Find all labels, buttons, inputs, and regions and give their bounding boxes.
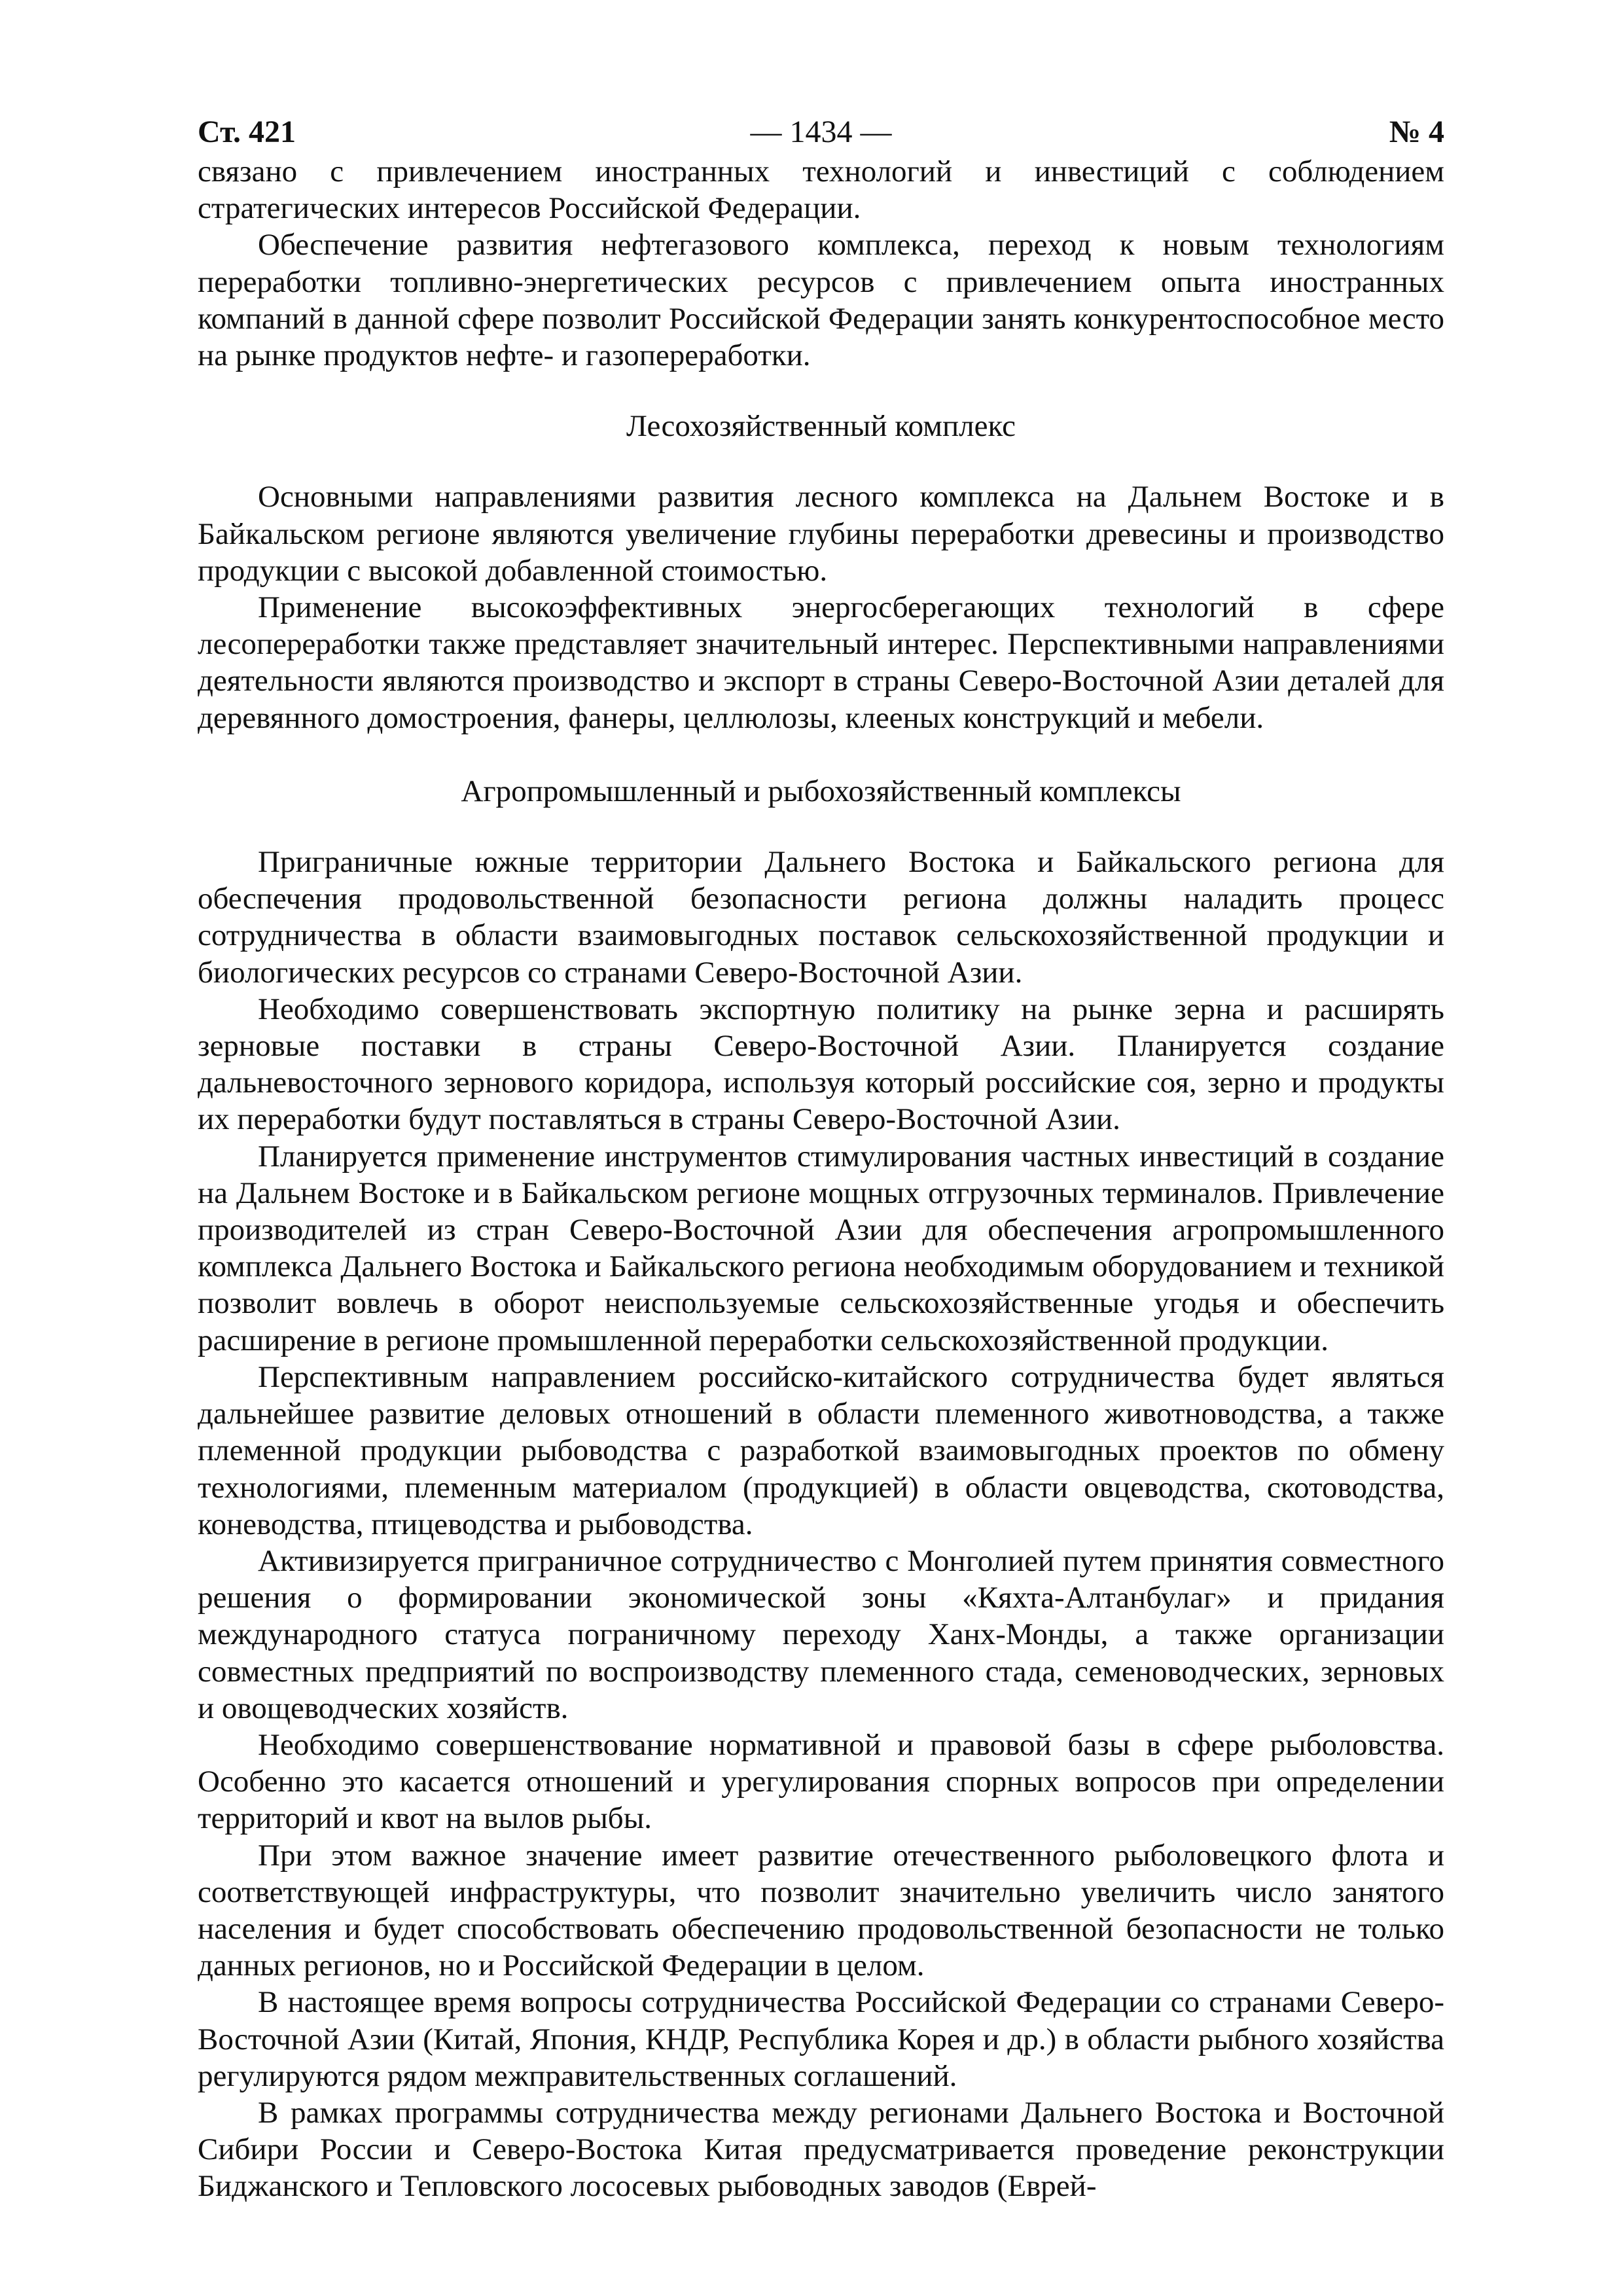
paragraph: Активизируется приграничное сотрудничество с Монголией путем принятия совместного решения о формировании экономической зоны «Кяхта-Алтанбулаг» и придания международного статуса пограничному переходу Ханх-Монды, а также организации совместных предприятий по воспроизводству племенного стада, семеноводческих, зерновых и овощеводческих хозяйств. — [198, 1543, 1444, 1725]
paragraph: Необходимо совершенствование нормативной и правовой базы в сфере рыболовства. Особенно это касается отношений и урегулирования спорных вопросов при определении территорий и квот на вылов рыбы. — [198, 1727, 1444, 1836]
paragraph: В настоящее время вопросы сотрудничества Российской Федерации со странами Северо-Восточной Азии (Китай, Япония, КНДР, Республика Корея и др.) в области рыбного хозяйства регулируются рядом межправительственных соглашений. — [198, 1985, 1444, 2093]
paragraph: Основными направлениями развития лесного комплекса на Дальнем Востоке и в Байкальском регионе являются увеличение глубины переработки древесины и производство продукции с высокой добавленной стоимостью. — [198, 480, 1444, 588]
paragraph: связано с привлечением иностранных технологий и инвестиций с соблюдением стратегических интересов Российской Федерации. — [198, 154, 1444, 226]
section-heading-agro: Агропромышленный и рыбохозяйственный комплексы — [461, 774, 1181, 808]
paragraph: Приграничные южные территории Дальнего Востока и Байкальского региона для обеспечения продовольственной безопасности региона должны наладить процесс сотрудничества в области взаимовыгодных поставок сельскохозяйственной продукции и биологических ресурсов со странами Северо-Восточной Азии. — [198, 845, 1444, 990]
page-header — [198, 111, 1444, 153]
paragraph: Перспективным направлением российско-китайского сотрудничества будет являться дальнейшее развитие деловых отношений в области племенного животноводства, а также племенной продукции рыбоводства с разработкой взаимовыгодных проектов по обмену технологиями, племенным материалом (продукцией) в области овцеводства, скотоводства, коневодства, птицеводства и рыбоводства. — [198, 1359, 1444, 1541]
paragraph: Планируется применение инструментов стимулирования частных инвестиций в создание на Дальнем Востоке и в Байкальском регионе мощных отгрузочных терминалов. Привлечение производителей из стран Северо-Восточной Азии для обеспечения агропромышленного комплекса Дальнего Востока и Байкальского региона необходимым оборудованием и техникой позволит вовлечь в оборот неиспользуемые сельскохозяйственные угодья и обеспечить расширение в регионе промышленной переработки сельскохозяйственной продукции. — [198, 1139, 1444, 1357]
paragraph: В рамках программы сотрудничества между регионами Дальнего Востока и Восточной Сибири России и Северо-Востока Китая предусматривается проведение реконструкции Биджанского и Тепловского лососевых рыбоводных заводов (Еврей- — [198, 2095, 1444, 2204]
issue-number: № 4 — [1389, 115, 1444, 149]
article-number: Ст. 421 — [198, 115, 296, 149]
paragraph: Обеспечение развития нефтегазового комплекса, переход к новым технологиям переработки топливно-энергетических ресурсов с привлечением опыта иностранных компаний в данной сфере позволит Российской Федерации занять конкурентоспособное место на рынке продуктов нефте- и газопереработки. — [198, 228, 1444, 373]
paragraph: Применение высокоэффективных энергосберегающих технологий в сфере лесопереработки также представляет значительный интерес. Перспективными направлениями деятельности являются производство и экспорт в страны Северо-Восточной Азии деталей для деревянного домостроения, фанеры, целлюлозы, клееных конструкций и мебели. — [198, 590, 1444, 735]
paragraph: Необходимо совершенствовать экспортную политику на рынке зерна и расширять зерновые поставки в страны Северо-Восточной Азии. Планируется создание дальневосточного зернового коридора, используя который российские соя, зерно и продукты их переработки будут поставляться в страны Северо-Восточной Азии. — [198, 992, 1444, 1137]
page-number: — 1434 — — [750, 115, 892, 149]
section-heading-forest: Лесохозяйственный комплекс — [626, 409, 1016, 444]
document-page — [198, 111, 1444, 2205]
paragraph: При этом важное значение имеет развитие отечественного рыболовецкого флота и соответствующей инфраструктуры, что позволит значительно увеличить число занятого населения и будет способствовать обеспечению продовольственной безопасности не только данных регионов, но и Российской Федерации в целом. — [198, 1838, 1444, 1983]
